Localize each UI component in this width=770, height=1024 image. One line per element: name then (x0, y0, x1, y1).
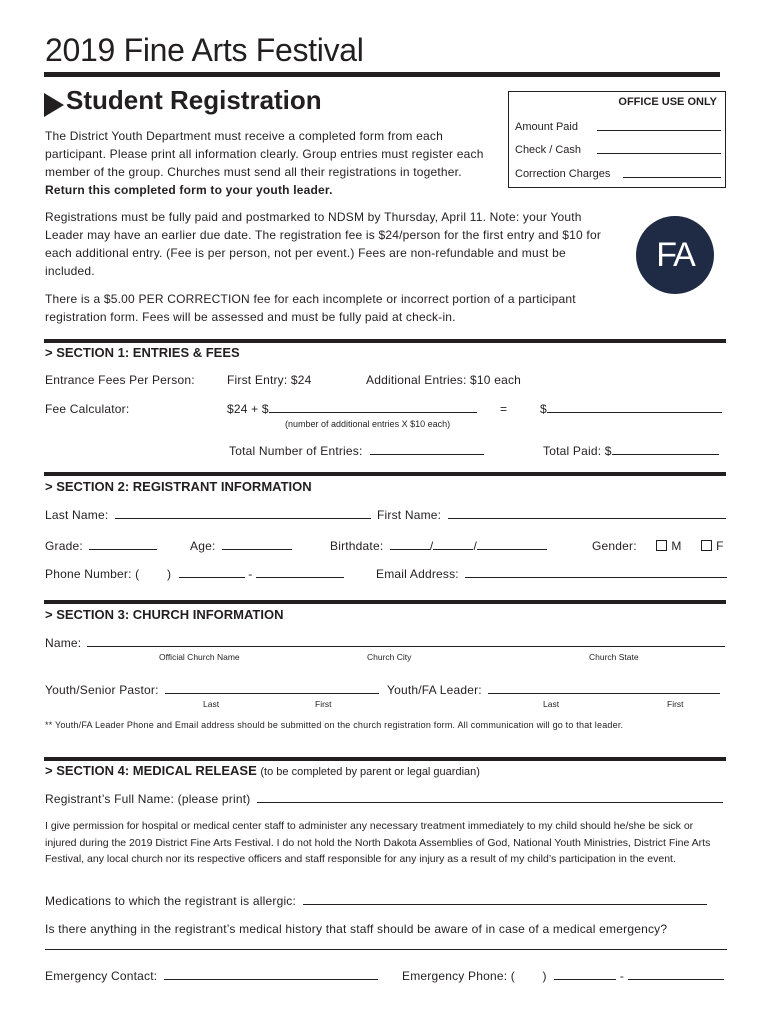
fa-logo (636, 216, 714, 294)
emergency-phone-dash: - (619, 969, 625, 983)
age-field[interactable] (222, 540, 292, 550)
last-name-field[interactable] (115, 509, 371, 519)
age-label: Age: (190, 539, 216, 553)
birthdate-row: Birthdate: / / (330, 539, 547, 553)
church-city-caption: Church City (367, 652, 412, 662)
section3-title: > SECTION 3: CHURCH INFORMATION (45, 607, 284, 622)
phone-dash: - (248, 567, 253, 581)
gender-male-checkbox[interactable] (656, 540, 667, 551)
church-name-label: Name: (45, 636, 82, 650)
fee-calc-equals: = (500, 402, 508, 416)
title-rule (44, 72, 720, 77)
first-entry-fee: First Entry: $24 (227, 373, 312, 387)
office-amount-label: Amount Paid (515, 121, 578, 133)
office-correction-label: Correction Charges (515, 168, 611, 180)
medical-history-label: Is there anything in the registrant’s medical history that staff should be aware of in case of a medical emergency? (45, 922, 668, 936)
gender-female-label: F (716, 539, 724, 553)
office-check-field[interactable] (597, 153, 721, 154)
emergency-contact-row (45, 969, 378, 983)
office-row-amount (515, 121, 721, 133)
grade-label: Grade: (45, 539, 83, 553)
email-label: Email Address: (376, 567, 459, 581)
correction-paragraph: There is a $5.00 PER CORRECTION fee for each incomplete or incorrect portion of a participant registration form. Fees will be assessed and must be fully paid at check-in. (45, 292, 576, 324)
leader-row (387, 683, 720, 697)
section1-title: > SECTION 1: ENTRIES & FEES (45, 345, 240, 360)
fee-calc-dollar: $ (540, 402, 547, 416)
office-amount-field[interactable] (597, 130, 721, 131)
church-state-caption: Church State (589, 652, 639, 662)
first-name-label: First Name: (377, 508, 442, 522)
entrance-fees-label: Entrance Fees Per Person: (45, 373, 195, 387)
additional-entries-fee: Additional Entries: $10 each (366, 373, 522, 387)
total-entries-row (229, 444, 484, 458)
page-title: 2019 Fine Arts Festival (45, 32, 364, 68)
full-name-label: Registrant’s Full Name: (please print) (45, 792, 251, 806)
total-paid-row (543, 444, 719, 458)
last-name-label: Last Name: (45, 508, 109, 522)
section3-rule (44, 600, 726, 604)
full-name-field[interactable] (257, 793, 723, 803)
gender-female-checkbox[interactable] (701, 540, 712, 551)
fee-calc-note: (number of additional entries X $10 each) (285, 419, 451, 429)
pastor-field[interactable] (165, 684, 379, 694)
gender-row (592, 539, 724, 553)
total-paid-field[interactable] (612, 445, 719, 455)
section2-rule (44, 472, 726, 476)
birth-month-field[interactable] (390, 540, 430, 550)
intro-paragraph (45, 127, 485, 199)
email-field[interactable] (465, 568, 727, 578)
section4-title: > SECTION 4: MEDICAL RELEASE (45, 763, 257, 778)
payment-paragraph: Registrations must be fully paid and postmarked to NDSM by Thursday, April 11. Note: your Youth Leader may have an earlier due date. The registration fee is $24/person for the first entry and $10 for each additional entry. (Fee is per person, not per event.) Fees are non-refundable and must be included. (45, 210, 602, 278)
grade-field[interactable] (89, 540, 157, 550)
total-entries-field[interactable] (370, 445, 484, 455)
fee-total-field[interactable] (547, 403, 722, 413)
pastor-first-caption: First (315, 699, 332, 709)
gender-label: Gender: (592, 539, 637, 553)
birth-year-field[interactable] (477, 540, 547, 550)
grade-row (45, 539, 157, 553)
full-name-row (45, 792, 723, 806)
fee-calc-row (227, 402, 477, 416)
medical-history-field[interactable] (45, 940, 727, 950)
fee-calc-total-row (540, 402, 722, 416)
office-row-check (515, 144, 721, 156)
office-use-box (508, 91, 726, 188)
additional-fee-field[interactable] (269, 403, 477, 413)
emergency-line-field[interactable] (628, 970, 724, 980)
birthdate-label: Birthdate: (330, 539, 384, 553)
arrow-icon (44, 93, 64, 117)
emergency-prefix-field[interactable] (554, 970, 616, 980)
pastor-row (45, 683, 379, 697)
office-row-correction (515, 168, 721, 180)
section4-title-note: (to be completed by parent or legal guardian) (260, 766, 480, 778)
gender-male-label: M (671, 539, 682, 553)
office-correction-field[interactable] (623, 177, 721, 178)
church-name-row (45, 636, 725, 650)
total-paid-label: Total Paid: $ (543, 444, 612, 458)
church-name-field[interactable] (87, 637, 725, 647)
age-row (190, 539, 292, 553)
section4-title-row (45, 763, 480, 778)
permission-paragraph: I give permission for hospital or medical center staff to administer any necessary treatment immediately to my child should he/she be sick or injured during the 2019 District Fine Arts Festival. I do not hold the North Dakota Assemblies of God, National Youth Ministries, District Fine Arts Festival, any local church nor its respective officers and staff responsible for any injury as a result of my child’s participation in the event. (45, 820, 711, 865)
phone-label: Phone Number: ( (45, 567, 140, 581)
phone-close: ) (166, 567, 172, 581)
last-name-row (45, 508, 371, 522)
leader-label: Youth/FA Leader: (387, 683, 482, 697)
first-name-field[interactable] (448, 509, 726, 519)
fee-calc-base: $24 + $ (227, 402, 269, 416)
leader-first-caption: First (667, 699, 684, 709)
medications-label: Medications to which the registrant is allergic: (45, 894, 297, 908)
office-use-title: OFFICE USE ONLY (618, 96, 717, 108)
medications-field[interactable] (303, 895, 707, 905)
pastor-last-caption: Last (203, 699, 220, 709)
page-subtitle: Student Registration (66, 85, 322, 115)
office-check-label: Check / Cash (515, 144, 582, 156)
phone-line-field[interactable] (256, 568, 344, 578)
fee-calculator-label: Fee Calculator: (45, 402, 130, 416)
pastor-label: Youth/Senior Pastor: (45, 683, 159, 697)
leader-note: ** Youth/FA Leader Phone and Email address should be submitted on the church registration form. All communication will go to that leader. (45, 720, 624, 730)
phone-row (45, 567, 344, 581)
emergency-phone-row (402, 969, 724, 983)
emergency-phone-close: ) (542, 969, 547, 983)
phone-prefix-field[interactable] (179, 568, 245, 578)
church-name-caption: Official Church Name (159, 652, 240, 662)
section2-title: > SECTION 2: REGISTRANT INFORMATION (45, 479, 312, 494)
section1-rule (44, 339, 726, 343)
intro-text: The District Youth Department must receive a completed form from each participant. Please print all information clearly. Group entries must register each member of the group. Churches must send all their registrations in together. (45, 129, 484, 179)
leader-field[interactable] (488, 684, 720, 694)
leader-last-caption: Last (543, 699, 560, 709)
emergency-contact-label: Emergency Contact: (45, 969, 158, 983)
emergency-contact-field[interactable] (164, 970, 378, 980)
total-entries-label: Total Number of Entries: (229, 444, 363, 458)
first-name-row (377, 508, 726, 522)
birth-day-field[interactable] (433, 540, 473, 550)
section4-rule (44, 757, 726, 761)
medications-row (45, 894, 707, 908)
email-row (376, 567, 727, 581)
fa-logo-text: FA (656, 236, 694, 274)
emergency-phone-label: Emergency Phone: ( (402, 969, 515, 983)
intro-bold: Return this completed form to your youth leader. (45, 183, 333, 197)
